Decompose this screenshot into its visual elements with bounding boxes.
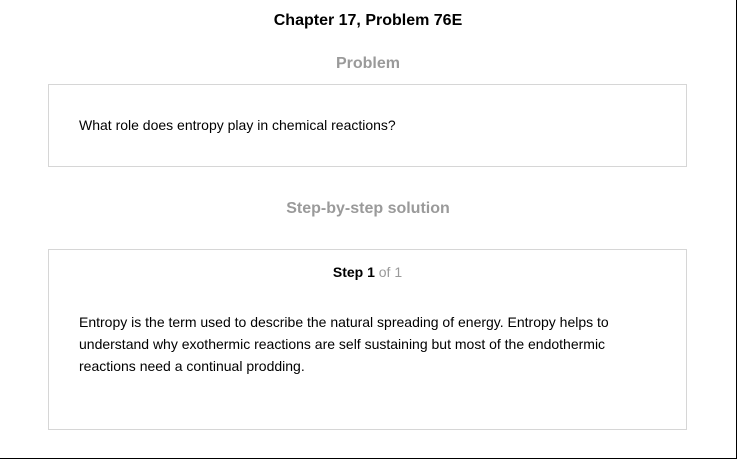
problem-text: What role does entropy play in chemical reactions? xyxy=(79,117,396,133)
step-label: Step 1 xyxy=(332,264,375,280)
problem-heading: Problem xyxy=(335,55,400,72)
solution-heading: Step-by-step solution xyxy=(286,200,450,217)
solution-card xyxy=(48,249,687,430)
chapter-title: Chapter 17, Problem 76E xyxy=(273,12,463,29)
step-count: of 1 xyxy=(378,264,403,280)
step-header xyxy=(49,264,686,280)
problem-card xyxy=(48,84,687,167)
step-text: Entropy is the term used to describe the natural spreading of energy. Entropy helps to understand why exothermic reactions are self sustaining but most of the endothermic reactions need a continual prodding. xyxy=(79,314,609,374)
